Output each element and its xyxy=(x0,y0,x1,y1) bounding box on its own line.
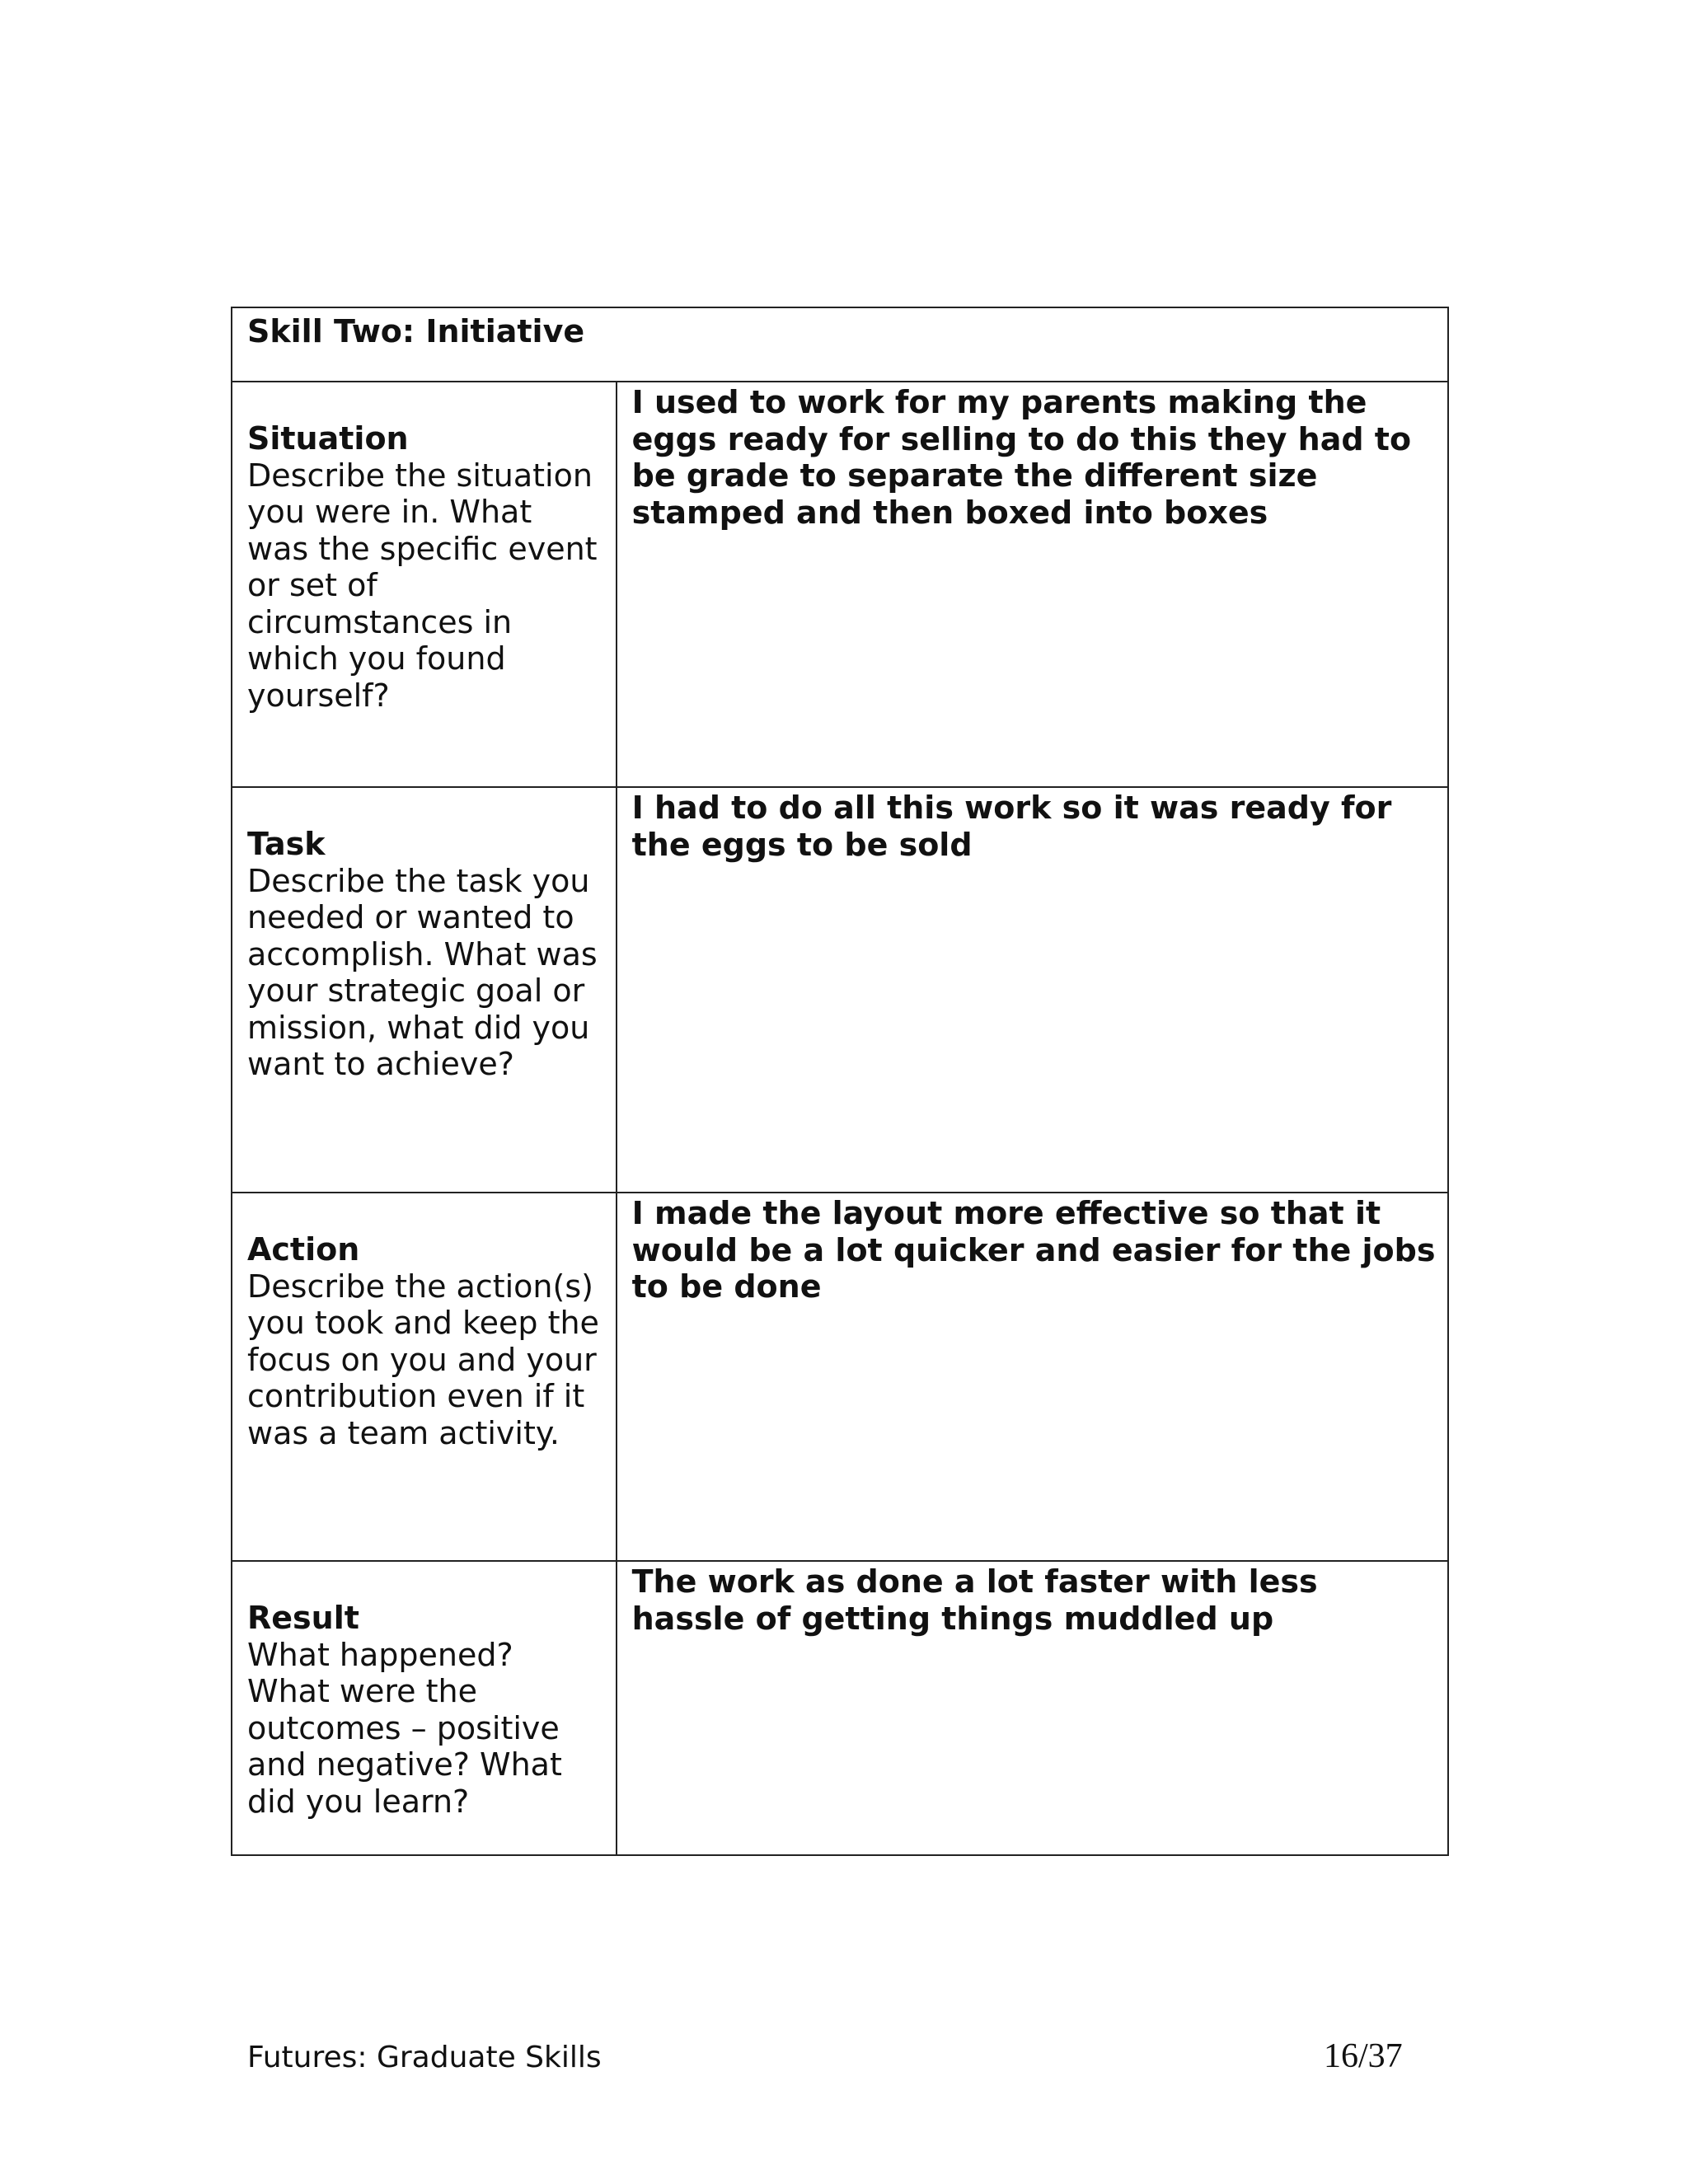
result-answer: The work as done a lot faster with less hassle of getting things muddled up xyxy=(631,1563,1318,1637)
result-label: Result xyxy=(247,1600,359,1636)
situation-description: Describe the situation you were in. What was the specific event or set of circumstances in which you found yourself? xyxy=(247,457,598,714)
action-label: Action xyxy=(247,1231,360,1268)
task-label: Task xyxy=(247,826,326,862)
task-description: Describe the task you needed or wanted to accomplish. What was your strategic goal or mission, what did you want to achieve? xyxy=(247,862,598,1082)
table-heading-row xyxy=(232,307,1448,382)
skill-heading: Skill Two: Initiative xyxy=(247,313,585,349)
footer-title: Futures: Graduate Skills xyxy=(247,2041,602,2074)
action-prompt-cell xyxy=(232,1193,617,1561)
action-answer-cell xyxy=(617,1193,1448,1561)
situation-prompt-cell xyxy=(232,382,617,787)
star-table xyxy=(231,307,1449,1856)
situation-label: Situation xyxy=(247,420,409,457)
action-answer: I made the layout more effective so that it would be a lot quicker and easier for the jobs to be done xyxy=(631,1195,1436,1305)
action-description: Describe the action(s) you took and keep the focus on you and your contribution even if it was a team activity. xyxy=(247,1268,599,1451)
result-answer-cell xyxy=(617,1561,1448,1855)
result-prompt-cell xyxy=(232,1561,617,1855)
page-number: 16/37 xyxy=(1324,2037,1403,2075)
situation-answer-cell xyxy=(617,382,1448,787)
task-answer: I had to do all this work so it was ready for the eggs to be sold xyxy=(631,790,1392,863)
task-prompt-cell xyxy=(232,787,617,1193)
table-row xyxy=(232,787,1448,1193)
table-row xyxy=(232,1561,1448,1855)
table-row xyxy=(232,382,1448,787)
task-answer-cell xyxy=(617,787,1448,1193)
situation-answer: I used to work for my parents making the eggs ready for selling to do this they had to be grade to separate the different size stamped and then boxed into boxes xyxy=(631,384,1412,531)
table-row xyxy=(232,1193,1448,1561)
table-heading-cell xyxy=(232,307,1448,382)
result-description: What happened? What were the outcomes – positive and negative? What did you learn? xyxy=(247,1636,562,1820)
